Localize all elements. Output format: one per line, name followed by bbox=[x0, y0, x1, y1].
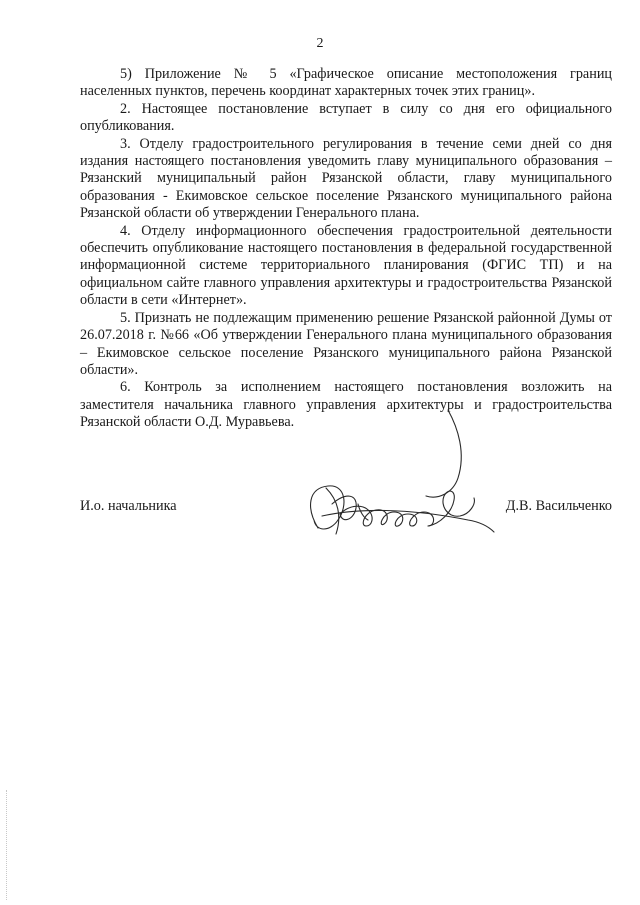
paragraph-3-notification: 3. Отделу градостроительного регулирования в течение семи дней со дня издания настоящего постановления уведомить главу муниципального образования – Рязанский муниципальный район Рязанской области, главу муниципального образования - Екимовское сельское поселение Рязанского муниципального района Рязанской области об утверждении Генерального плана. bbox=[80, 135, 612, 222]
paragraph-6-control: 6. Контроль за исполнением настоящего постановления возложить на заместителя начальника главного управления архитектуры и градостроительства Рязанской области О.Д. Муравьева. bbox=[80, 379, 612, 431]
scan-margin-artifact bbox=[6, 790, 11, 900]
handwritten-signature bbox=[298, 408, 498, 548]
paragraph-appendix-5: 5) Приложение № 5 «Графическое описание местоположения границ населенных пунктов, перечень координат характерных точек этих границ». bbox=[80, 66, 612, 100]
signatory-title: И.о. начальника bbox=[80, 498, 177, 514]
page-number: 2 bbox=[316, 36, 324, 51]
paragraph-5-repeal: 5. Признать не подлежащим применению решение Рязанской районной Думы от 26.07.2018 г. №66 «Об утверждении Генерального плана муниципального образования – Екимовское сельское поселение Рязанского муниципального района Рязанской области». bbox=[80, 309, 612, 378]
document-body bbox=[80, 66, 612, 432]
paragraph-2-entry-into-force: 2. Настоящее постановление вступает в силу со дня его официального опубликования. bbox=[80, 100, 612, 135]
paragraph-4-publication: 4. Отделу информационного обеспечения градостроительной деятельности обеспечить опубликование настоящего постановления в федеральной государственной информационной системе территориального планирования (ФГИС ТП) и на официальном сайте главного управления архитектуры и градостроительства Рязанской области в сети «Интернет». bbox=[80, 222, 612, 309]
signatory-name: Д.В. Васильченко bbox=[505, 498, 612, 514]
